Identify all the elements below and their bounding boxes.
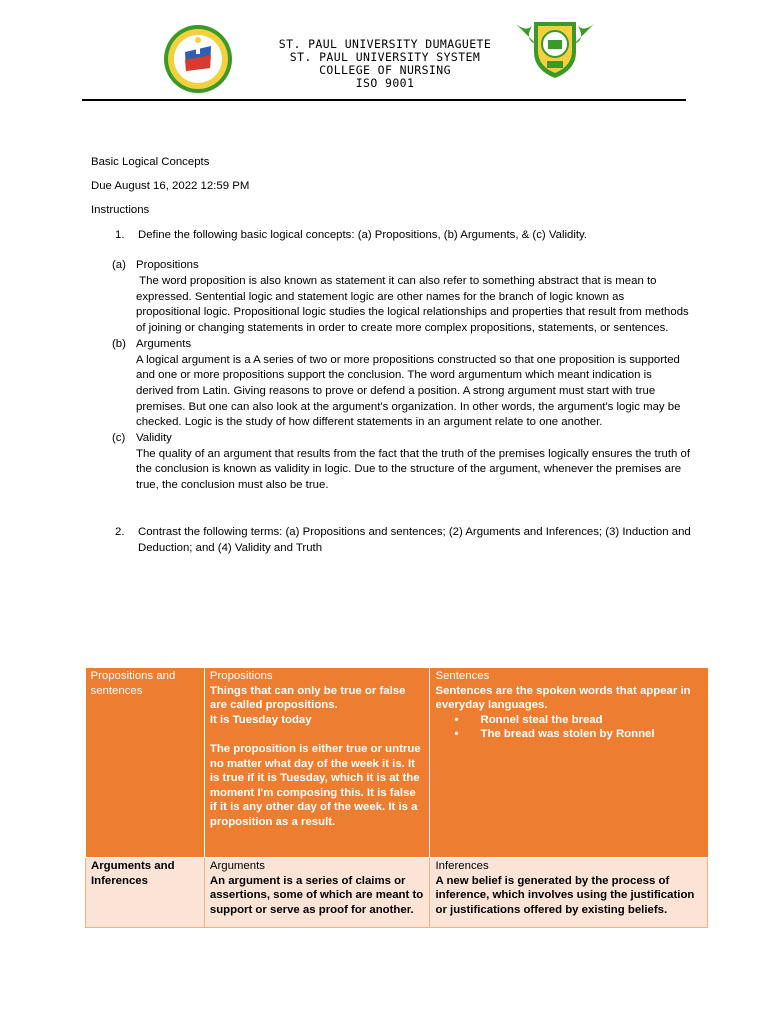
question-1 bbox=[91, 228, 691, 244]
section-body: A logical argument is a A series of two or more propositions constructed so that one proposition is supported and one or more propositions support the conclusion. The word argumentum which meant indication is derived from Latin. Giving reasons to prove or defend a position. A strong argument must start with true premises. But one can also look at the argument's organization. In other words, the argument's logic may be checked. Logic is the study of how different statements in an argument relate to one another. bbox=[136, 353, 681, 429]
example-list bbox=[435, 713, 702, 742]
section-body: The quality of an argument that results from the fact that the truth of the premises logically ensures the truth of the conclusion is known as validity in logic. Due to the structure of the argument, whenever the premises are true, the conclusion must also be true. bbox=[136, 447, 690, 492]
section-heading: Arguments bbox=[136, 337, 192, 350]
cell-paragraph: The proposition is either true or untrue no matter what day of the week it is. It is true if it is Tuesday, which it is at the moment I'm composing this. It is false if it is any other day of the week. It is a proposition as a result. bbox=[209, 742, 421, 828]
section-body: The word proposition is also known as statement it can also refer to something abstract that is mean to expressed. Sentential logic and statement logic are other names for the branch of logic known as propositional logic. Propositional logic studies the logical relationships and properties that result from methods of joining or changing statements in order to create more complex propositions, statements, or sentences. bbox=[136, 275, 692, 335]
list-item: • The bread was stolen by Ronnel bbox=[454, 727, 702, 742]
row-label: Arguments and Inferences bbox=[86, 858, 205, 928]
header-divider bbox=[82, 99, 686, 101]
cell-text: An argument is a series of claims or assertions, some of which are meant to support or serve as proof for another. bbox=[209, 874, 424, 916]
header-line-university: ST. PAUL UNIVERSITY DUMAGUETE bbox=[278, 37, 492, 51]
question-1-number: 1. bbox=[115, 228, 125, 241]
cell-heading: Sentences bbox=[435, 670, 490, 682]
question-2-number: 2. bbox=[115, 525, 125, 538]
document-body bbox=[91, 155, 691, 556]
sentences-cell bbox=[430, 668, 708, 858]
section-validity bbox=[91, 431, 691, 494]
inferences-cell bbox=[430, 858, 708, 928]
header-line-iso: ISO 9001 bbox=[355, 76, 415, 90]
cell-text: Things that can only be true or false are called propositions. bbox=[209, 684, 406, 712]
header-line-system: ST. PAUL UNIVERSITY SYSTEM bbox=[289, 50, 481, 64]
section-letter: (c) bbox=[112, 432, 126, 445]
cell-text: A new belief is generated by the process of inference, which involves using the justification or justifications offered by existing beliefs. bbox=[435, 874, 695, 916]
cell-heading: Propositions bbox=[209, 670, 273, 682]
cell-heading: Inferences bbox=[435, 860, 489, 872]
section-letter: (b) bbox=[112, 337, 126, 350]
cell-heading: Arguments bbox=[209, 860, 265, 872]
section-arguments bbox=[91, 337, 691, 431]
list-item: • Ronnel steal the bread bbox=[454, 713, 702, 728]
arguments-cell bbox=[204, 858, 430, 928]
propositions-cell bbox=[204, 668, 430, 858]
question-2 bbox=[91, 525, 691, 556]
university-seal-logo bbox=[163, 24, 233, 94]
section-letter: (a) bbox=[112, 259, 126, 272]
section-heading: Validity bbox=[136, 432, 172, 445]
question-1-text: Define the following basic logical concepts: (a) Propositions, (b) Arguments, & (c) Validity. bbox=[138, 228, 588, 241]
cell-example: It is Tuesday today bbox=[209, 713, 312, 726]
row-label: Propositions and sentences bbox=[86, 668, 205, 858]
section-heading: Propositions bbox=[136, 259, 199, 272]
institution-header bbox=[232, 38, 538, 90]
cell-text: Sentences are the spoken words that appear in everyday languages. bbox=[435, 684, 691, 712]
table-row bbox=[86, 668, 708, 858]
header-line-college: COLLEGE OF NURSING bbox=[319, 63, 451, 77]
section-propositions bbox=[91, 258, 691, 337]
question-2-text: Contrast the following terms: (a) Propositions and sentences; (2) Arguments and Inferences; (3) Induction and Deduction; and (4) Validity and Truth bbox=[138, 525, 691, 554]
table-row bbox=[86, 858, 708, 928]
document-title: Basic Logical Concepts bbox=[91, 156, 210, 168]
instructions-label: Instructions bbox=[91, 204, 150, 217]
contrast-table bbox=[85, 668, 708, 928]
due-date: Due August 16, 2022 12:59 PM bbox=[91, 180, 250, 193]
